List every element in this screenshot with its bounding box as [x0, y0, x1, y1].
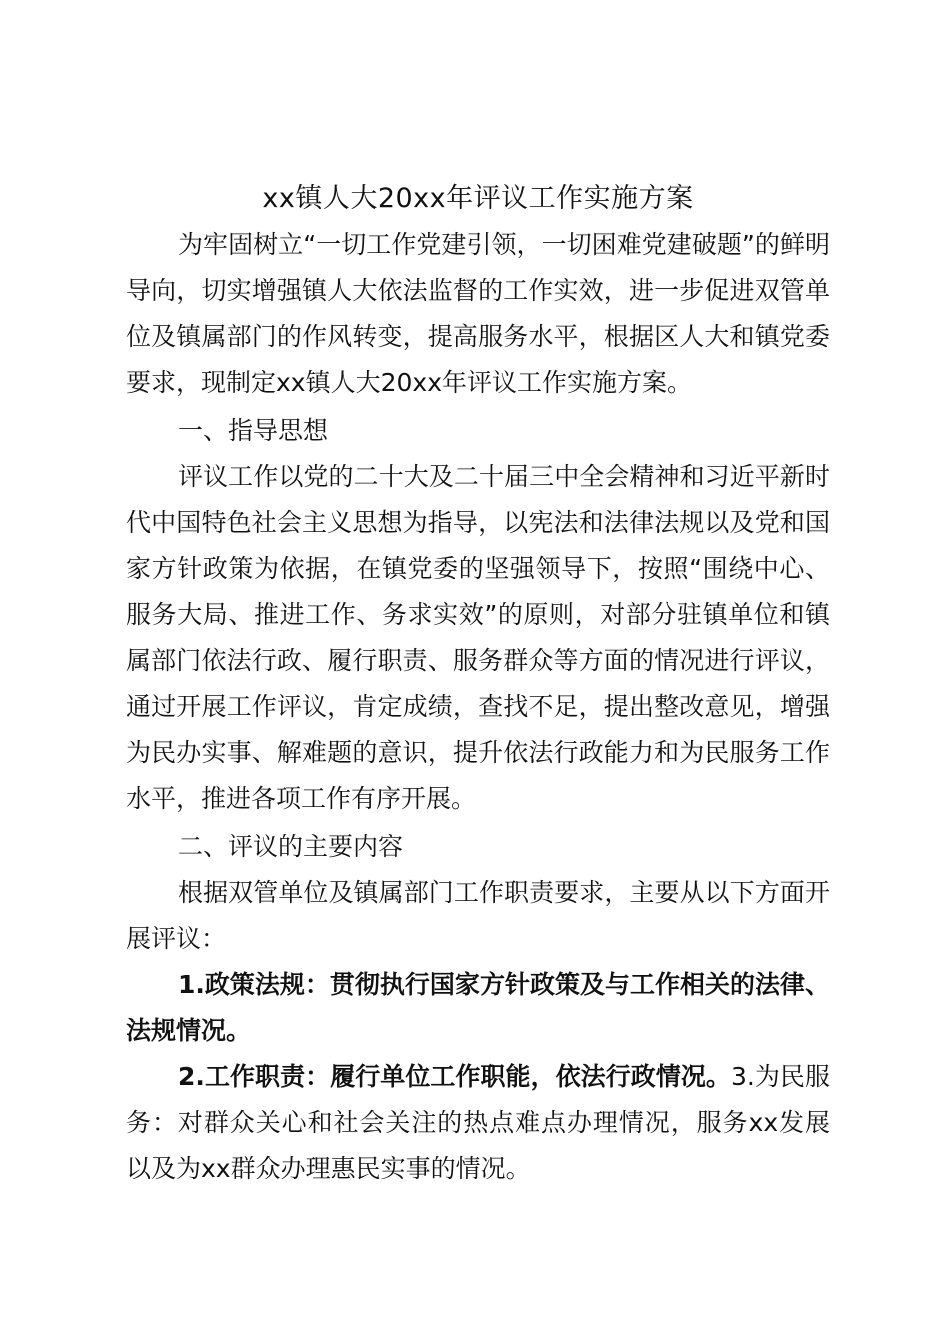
- document-title: xx镇人大20xx年评议工作实施方案: [262, 183, 694, 214]
- item-policy-regulations: [126, 962, 830, 1054]
- section-heading-guiding-thought: 一、指导思想: [178, 416, 329, 445]
- item-work-duties-text: 2.工作职责：履行单位工作职能，依法行政情况。: [178, 1062, 731, 1091]
- document-body: [126, 176, 830, 1192]
- section-heading-main-content: 二、评议的主要内容: [178, 832, 404, 861]
- main-content-intro-paragraph: 根据双管单位及镇属部门工作职责要求，主要从以下方面开展评议：: [126, 878, 830, 953]
- item-policy-regulations-text: 1.政策法规：贯彻执行国家方针政策及与工作相关的法律、法规情况。: [126, 970, 830, 1045]
- guiding-thought-paragraph: 评议工作以党的二十大及二十届三中全会精神和习近平新时代中国特色社会主义思想为指导，以宪法和法律法规以及党和国家方针政策为依据，在镇党委的坚强领导下，按照“围绕中心、服务大局、推进工作、务求实效”的原则，对部分驻镇单位和镇属部门依法行政、履行职责、服务群众等方面的情况进行评议，通过开展工作评议，肯定成绩，查找不足，提出整改意见，增强为民办实事、解难题的意识，提升依法行政能力和为民服务工作水平，推进各项工作有序开展。: [126, 462, 830, 813]
- item-work-duties: [126, 1054, 830, 1192]
- intro-paragraph: 为牢固树立“一切工作党建引领，一切困难党建破题”的鲜明导向，切实增强镇人大依法监督的工作实效，进一步促进双管单位及镇属部门的作风转变，提高服务水平，根据区人大和镇党委要求，现制定xx镇人大20xx年评议工作实施方案。: [126, 230, 830, 397]
- item-public-service-text: 3.为民服务：对群众关心和社会关注的热点难点办理情况，服务xx发展以及为xx群众办理惠民实事的情况。: [126, 1062, 830, 1183]
